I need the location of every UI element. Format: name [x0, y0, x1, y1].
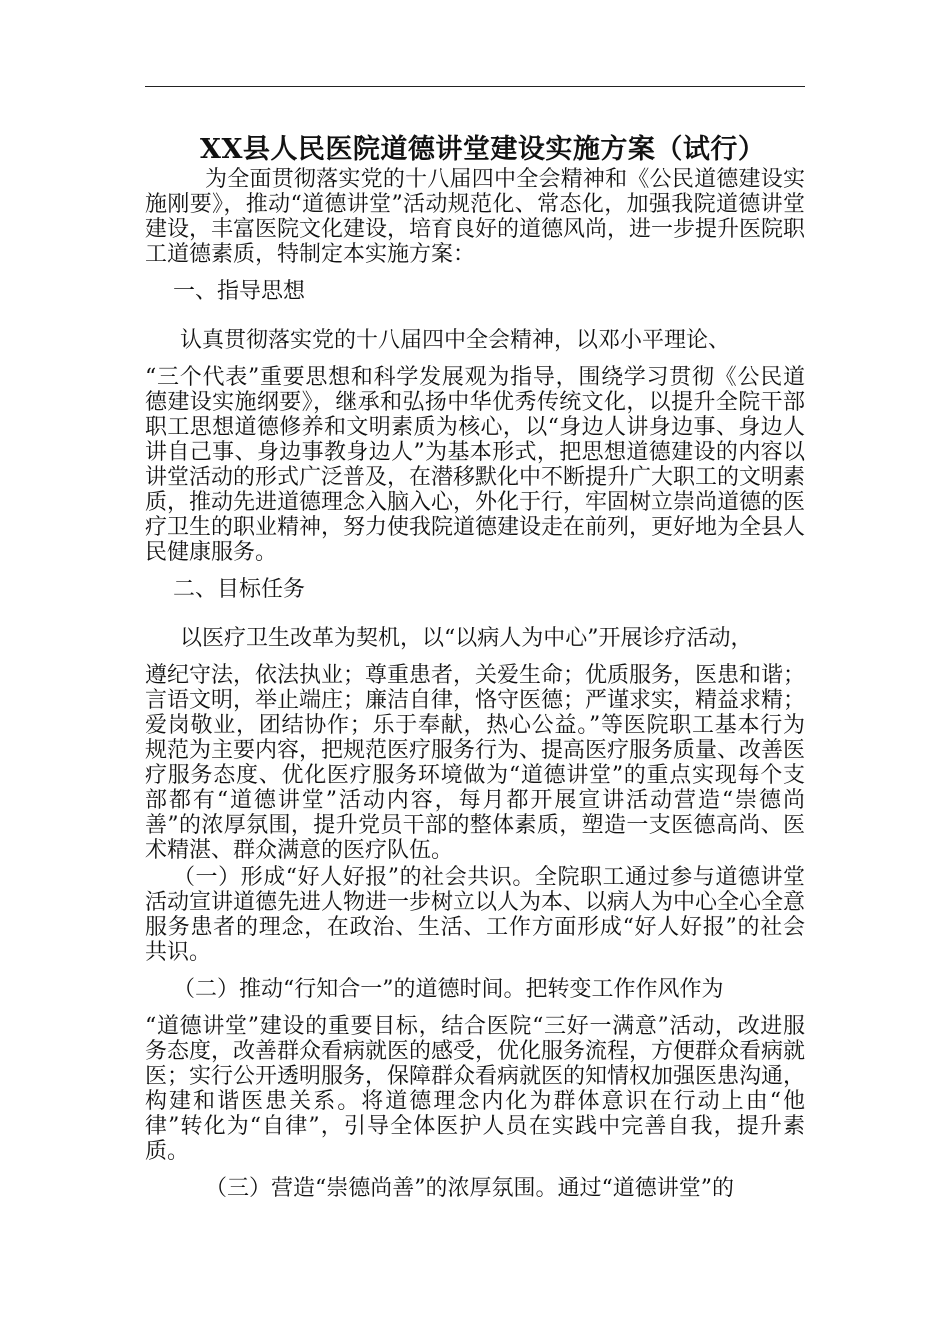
section1-paragraph-line1: 认真贯彻落实党的十八届四中全会精神，以邓小平理论、: [180, 328, 731, 353]
section2-item2-rest: “道德讲堂”建设的重要目标，结合医院“三好一满意”活动，改进服务态度，改善群众看病就医的感受，优化服务流程，方便群众看病就医；实行公开透明服务，保障群众看病就医的知情权加强医患沟通，构建和谐医患关系。将道德理念内化为群体意识在行动上由“他律”转化为“自律”，引导全体医护人员在实践中完善自我，提升素质。: [145, 1014, 806, 1164]
intro-paragraph: 为全面贯彻落实党的十八届四中全会精神和《公民道德建设实施刚要》，推动“道德讲堂”活动规范化、常态化，加强我院道德讲堂建设，丰富医院文化建设，培育良好的道德风尚，进一步提升医院职工道德素质，特制定本实施方案：: [145, 167, 806, 267]
section2-item3-line1: （三）营造“崇德尚善”的浓厚氛围。通过“道德讲堂”的: [205, 1176, 734, 1201]
section-heading-goals: 二、目标任务: [173, 577, 306, 602]
header-rule: [145, 86, 805, 87]
section2-paragraph-rest: 遵纪守法，依法执业；尊重患者，关爱生命；优质服务，医患和谐；言语文明，举止端庄；廉洁自律，恪守医德；严谨求实，精益求精；爱岗敬业，团结协作；乐于奉献，热心公益。”等医院职工基本行为规范为主要内容，把规范医疗服务行为、提高医疗服务质量、改善医疗服务态度、优化医疗服务环境做为“道德讲堂”的重点实现每个支部都有“道德讲堂”活动内容，每月都开展宣讲活动营造“崇德尚善”的浓厚氛围，提升党员干部的整体素质，塑造一支医德高尚、医术精湛、群众满意的医疗队伍。: [145, 663, 806, 863]
document-body: [145, 133, 805, 1201]
section2-item2-line1: （二）推动“行知合一”的道德时间。把转变工作作风作为: [173, 977, 724, 1002]
section-heading-guiding-ideology: 一、指导思想: [173, 279, 306, 304]
document-title: XX县人民医院道德讲堂建设实施方案（试行）: [200, 134, 766, 165]
section1-paragraph-rest: “三个代表”重要思想和科学发展观为指导，围绕学习贯彻《公民道德建设实施纲要》，继承和弘扬中华优秀传统文化，以提升全院干部职工思想道德修养和文明素质为核心，以“身边人讲身边事、身边人讲自己事、身边事教身边人”为基本形式，把思想道德建设的内容以讲堂活动的形式广泛普及，在潜移默化中不断提升广大职工的文明素质，推动先进道德理念入脑入心，外化于行，牢固树立崇尚道德的医疗卫生的职业精神，努力使我院道德建设走在前列，更好地为全县人民健康服务。: [145, 365, 806, 565]
section2-paragraph-line1: 以医疗卫生改革为契机，以“以病人为中心”开展诊疗活动，: [180, 626, 753, 651]
section2-item1: （一）形成“好人好报”的社会共识。全院职工通过参与道德讲堂活动宣讲道德先进人物进一步树立以人为本、以病人为中心全心全意服务患者的理念，在政治、生活、工作方面形成“好人好报”的社会共识。: [145, 865, 806, 965]
